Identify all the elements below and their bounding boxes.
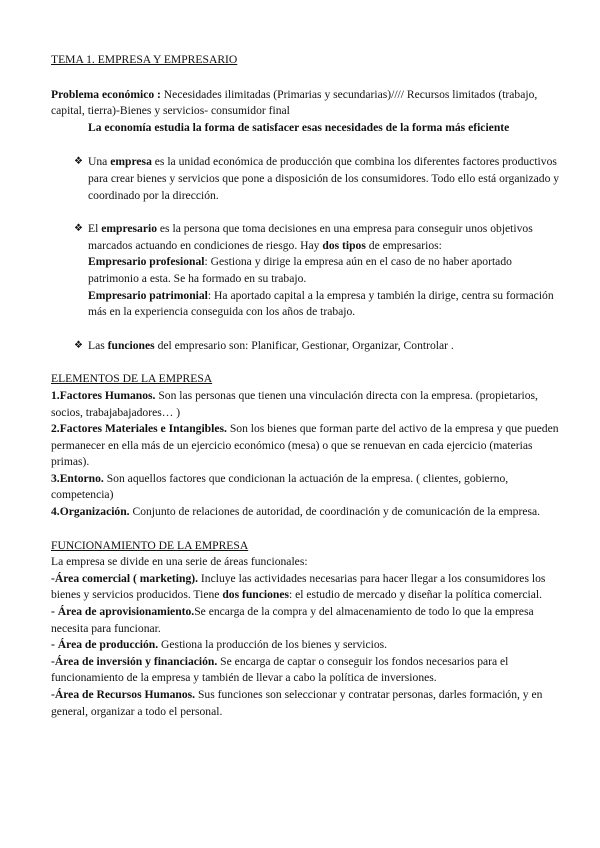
area-label: - Área de aprovisionamiento. [51, 605, 195, 619]
section-heading-elementos: ELEMENTOS DE LA EMPRESA [51, 372, 213, 386]
bullet-bold: empresario [101, 222, 158, 236]
area-label: -Área de Recursos Humanos. [51, 688, 196, 701]
area-text: Incluye las actividades necesarias para hacer llegar a los consumidores los bienes y servicios producidos. Tiene [51, 571, 546, 602]
patr-text: : Ha aportado capital a la empresa y también la dirige, centra su formación más en la experiencia conseguida con los años de trabajo. [88, 288, 554, 319]
item-text: Son las personas que tienen una vinculación directa con la empresa. (propietarios, socios, trabajabajadores… ) [51, 388, 538, 419]
document-page [51, 52, 561, 720]
bullet-empresario [51, 221, 561, 321]
page-title: TEMA 1. EMPRESA Y EMPRESARIO [51, 53, 238, 66]
diamond-bullet-icon: ❖ [74, 223, 83, 235]
area-label: - Área de producción. [51, 638, 159, 652]
funcionamiento-intro: La empresa se divide en una serie de áreas funcionales: [51, 555, 308, 569]
item-label: 4.Organización. [51, 505, 130, 519]
area-bold: dos funciones [222, 588, 290, 602]
intro-emphasis: La economía estudia la forma de satisfacer esas necesidades de la forma más eficiente [88, 120, 510, 134]
bullet-bold: dos tipos [322, 238, 366, 252]
bullet-text: de empresarios: [365, 238, 442, 252]
list-item [51, 504, 561, 521]
item-text: Son aquellos factores que condicionan la actuación de la empresa. ( clientes, gobierno, competencia) [51, 471, 509, 502]
area-produccion [51, 637, 561, 654]
diamond-bullet-icon: ❖ [74, 339, 83, 351]
item-text: Son los bienes que forman parte del activo de la empresa y que pueden permanecer en ella más de un ejercicio económico (mesa) o que se renuevan en cada ejercicio (materias primas). [51, 422, 559, 469]
area-rrhh [51, 687, 561, 720]
intro-label: Problema económico : [51, 87, 161, 101]
prof-label: Empresario profesional [88, 255, 205, 269]
bullet-text: del empresario son: Planificar, Gestionar, Organizar, Controlar . [154, 338, 454, 352]
list-item [51, 421, 561, 471]
area-text: Sus funciones son seleccionar y contratar personas, darles formación, y en general, organizar a todo el personal. [51, 688, 543, 718]
area-label: -Área comercial ( marketing). [51, 571, 199, 585]
bullet-text: Una [88, 155, 111, 169]
item-text: Conjunto de relaciones de autoridad, de coordinación y de comunicación de la empresa. [129, 505, 541, 519]
empresario-patrimonial [88, 288, 561, 321]
area-comercial [51, 571, 561, 604]
bullet-bold: empresa [110, 155, 152, 169]
bullet-text: Las [88, 338, 108, 352]
bullet-bold: funciones [107, 338, 155, 352]
area-label: -Área de inversión y financiación. [51, 654, 218, 668]
area-text: : el estudio de mercado y diseñar la política comercial. [289, 588, 543, 602]
bullet-empresa [51, 154, 561, 204]
item-label: 1.Factores Humanos. [51, 388, 156, 402]
item-label: 2.Factores Materiales e Intangibles. [51, 422, 227, 436]
item-label: 3.Entorno. [51, 471, 104, 485]
bullet-text: es la persona que toma decisiones en una empresa para conseguir unos objetivos marcados actuando en condiciones de riesgo. Hay [88, 222, 533, 252]
area-text: Gestiona la producción de los bienes y servicios. [158, 638, 388, 652]
area-inversion [51, 654, 561, 687]
bullet-text: El [88, 222, 102, 236]
section-heading-funcionamiento: FUNCIONAMIENTO DE LA EMPRESA [51, 538, 249, 552]
bullet-funciones [51, 338, 561, 355]
bullet-text: es la unidad económica de producción que combina los diferentes factores productivos para crear bienes y servicios que pone a disposición de los consumidores. Todo ello está organizado y coordinado por la dirección. [88, 155, 560, 202]
intro-paragraph [51, 87, 561, 120]
patr-label: Empresario patrimonial [88, 288, 208, 302]
area-text: Se encarga de la compra y del almacenamiento de todo lo que la empresa necesita para funcionar. [51, 605, 534, 635]
area-aprovisionamiento [51, 604, 561, 637]
area-text: Se encarga de captar o conseguir los fondos necesarios para el funcionamiento de la empresa y también de llevar a cabo la política de inversiones. [51, 654, 509, 685]
list-item [51, 388, 561, 421]
diamond-bullet-icon: ❖ [74, 156, 83, 168]
intro-text: Necesidades ilimitadas (Primarias y secundarias)//// Recursos limitados (trabajo, capital, tierra)-Bienes y servicios- consumidor final [51, 87, 538, 118]
list-item [51, 471, 561, 504]
empresario-profesional [88, 254, 561, 287]
prof-text: : Gestiona y dirige la empresa aún en el caso de no haber aportado patrimonio a esta. Se ha formado en su trabajo. [88, 255, 512, 285]
